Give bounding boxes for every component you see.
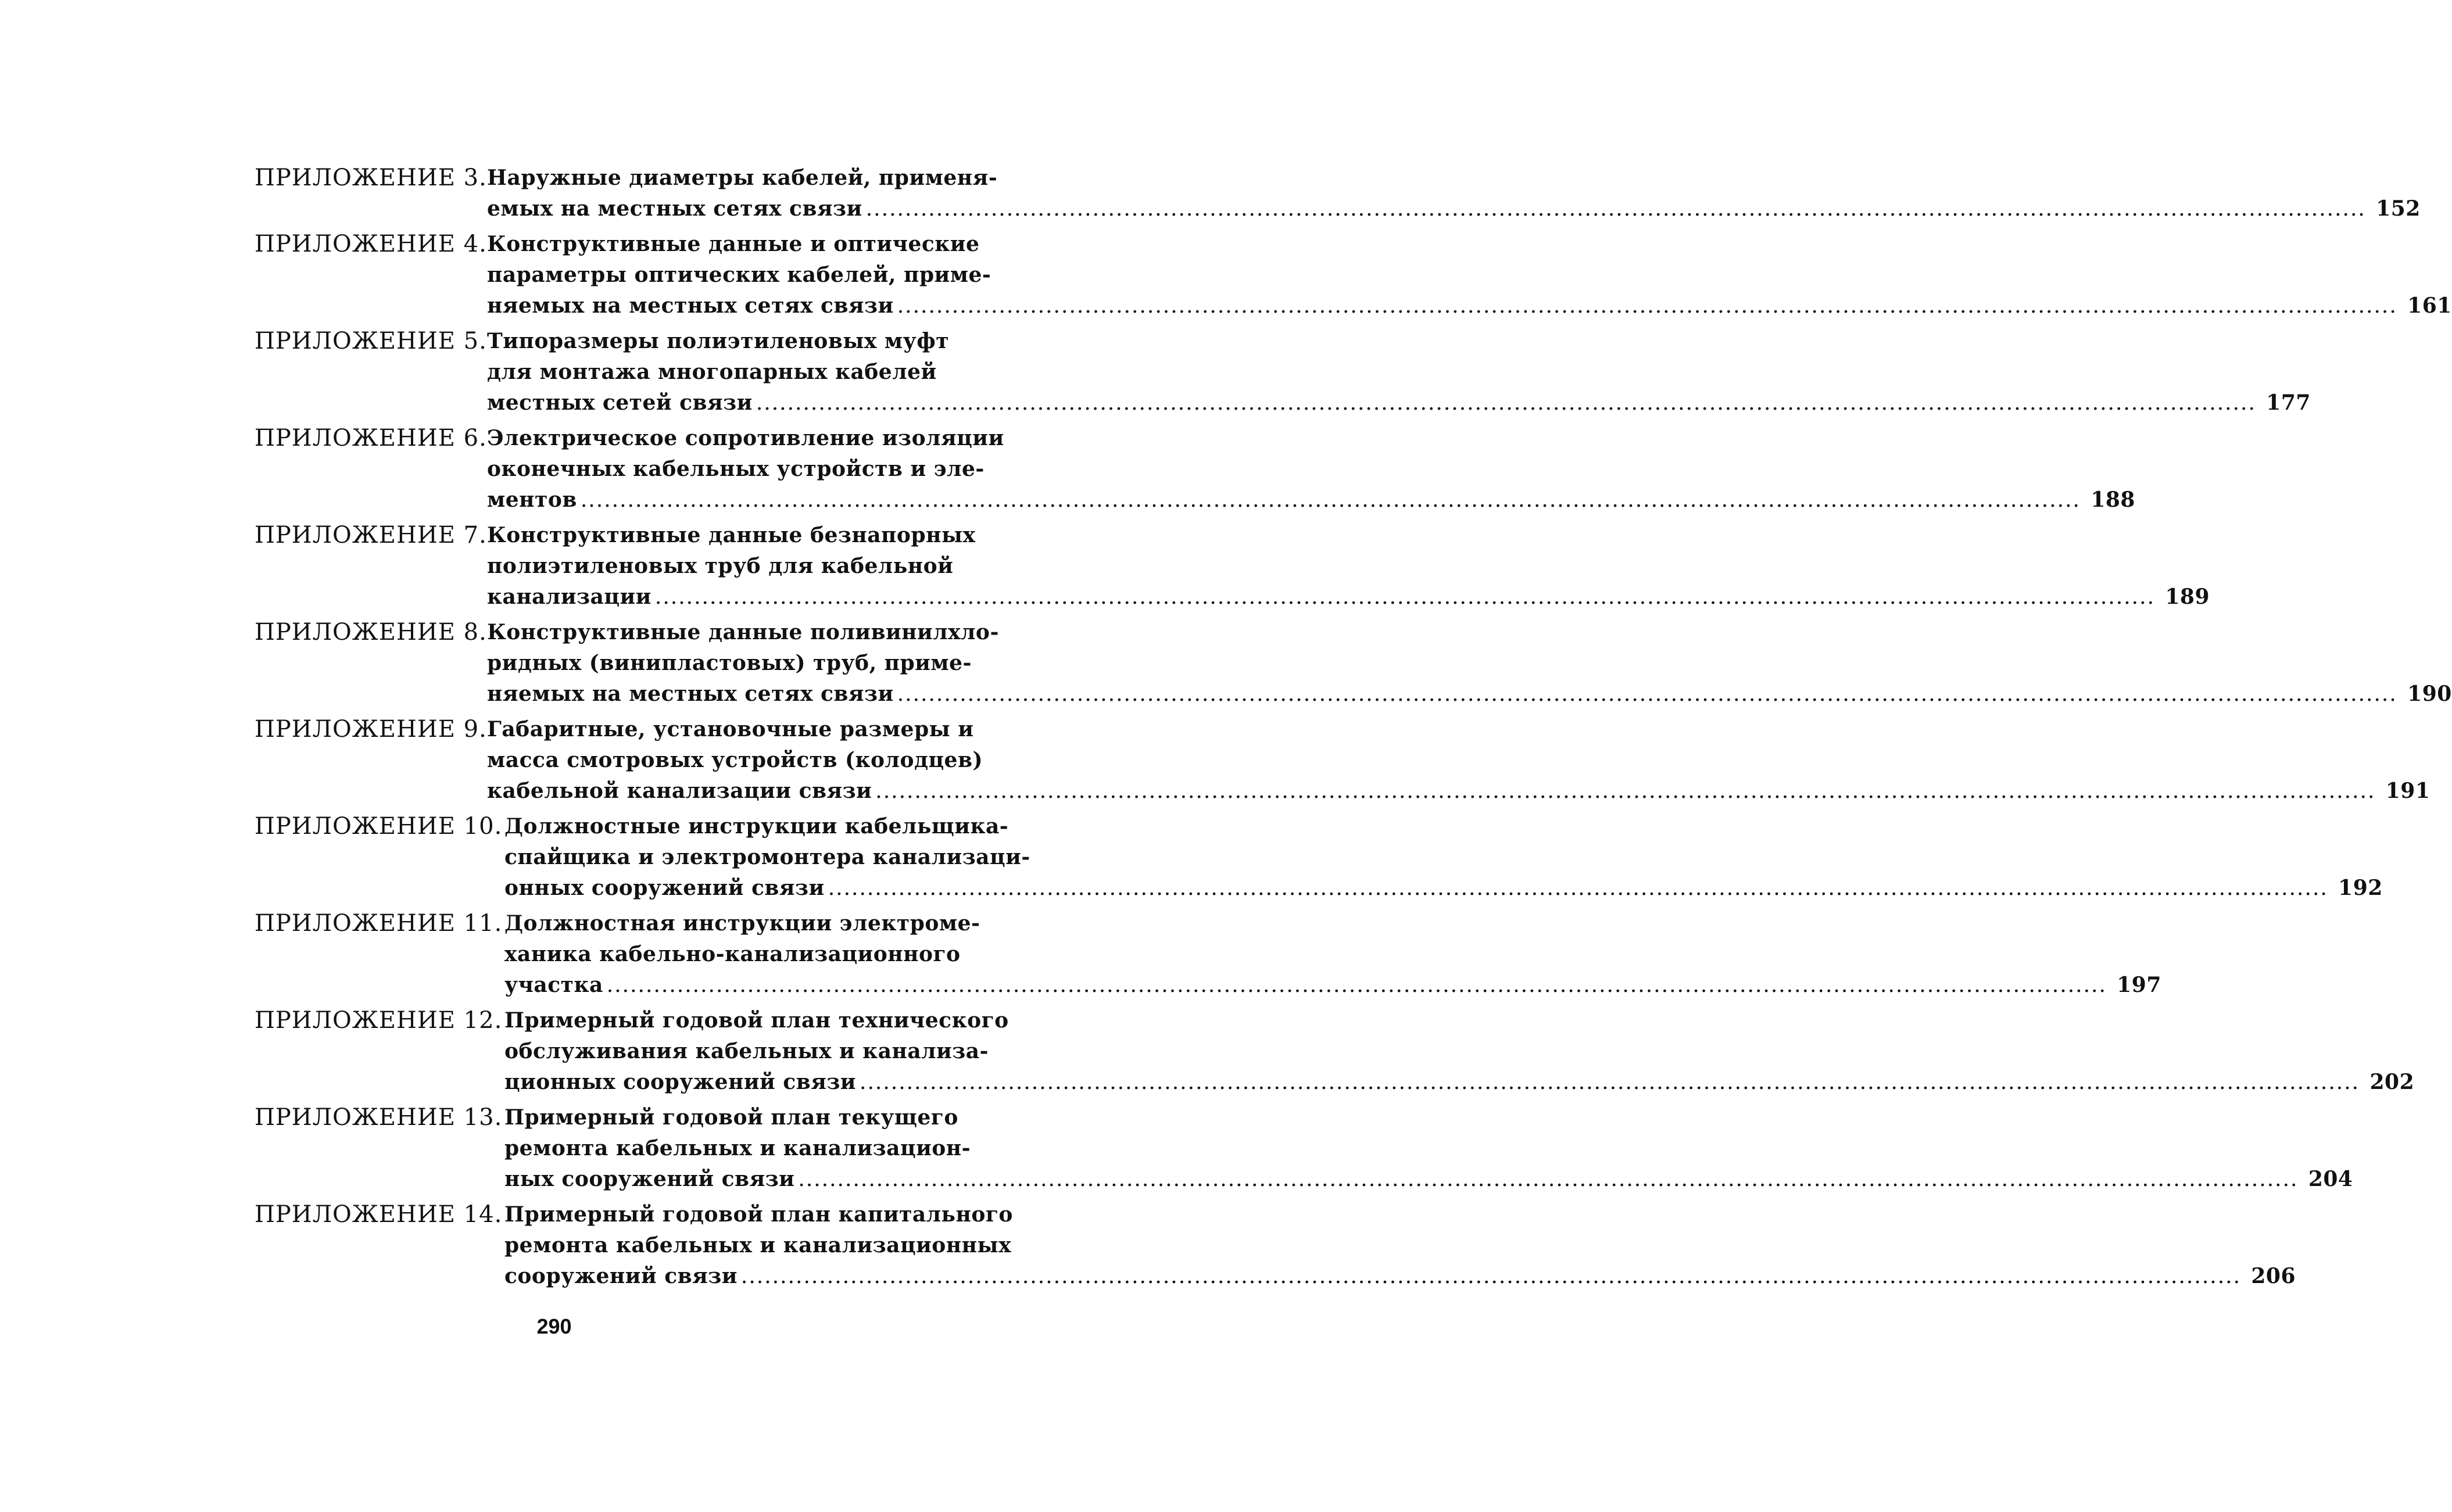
page-number: 161: [2407, 293, 2452, 318]
entry-title: [487, 163, 2421, 224]
entry-title-line: местных сетей связи: [487, 390, 753, 415]
dot-leader: [866, 194, 2366, 224]
entry-title-line: для монтажа многопарных кабелей: [487, 360, 937, 384]
entry-title-line: Типоразмеры полиэтиленовых муфт: [487, 329, 950, 353]
entry-title: [504, 1102, 2353, 1195]
entry-label: ПРИЛОЖЕНИЕ 6.: [255, 425, 487, 452]
entry-title-line: емых на местных сетях связи: [487, 196, 862, 221]
entry-title-last-line: [487, 776, 2430, 807]
entry-title: [487, 229, 2452, 321]
entry-label: ПРИЛОЖЕНИЕ 8.: [255, 619, 487, 646]
dot-leader: [607, 970, 2107, 1001]
entry-title-line: Конструктивные данные поливинилхло-: [487, 620, 999, 644]
entry-title-line: масса смотровых устройств (колодцев): [487, 748, 983, 772]
entry-title: [487, 714, 2430, 807]
toc-entry-appendix-7: [255, 520, 2210, 612]
dot-leader: [875, 776, 2375, 807]
page-number: 189: [2165, 585, 2210, 609]
page-number: 191: [2385, 779, 2430, 803]
entry-title-last-line: [487, 485, 2135, 515]
entry-title-line: спайщика и электромонтера канализаци-: [504, 845, 1030, 869]
toc-entry-appendix-14: [255, 1199, 2296, 1292]
entry-title-line: параметры оптических кабелей, приме-: [487, 263, 991, 287]
page-number: 177: [2266, 390, 2311, 415]
entry-title-line: оконечных кабельных устройств и эле-: [487, 457, 985, 481]
entry-title-last-line: [487, 679, 2452, 710]
page-number: 192: [2338, 876, 2383, 900]
entry-title-last-line: [487, 194, 2421, 224]
dot-leader: [828, 873, 2328, 904]
entry-title-line: Должностные инструкции кабельщика-: [504, 814, 1009, 839]
entry-label: ПРИЛОЖЕНИЕ 4.: [255, 231, 487, 257]
toc-entry-appendix-11: [255, 908, 2161, 1001]
entry-title-line: Конструктивные данные безнапорных: [487, 523, 976, 547]
dot-leader: [897, 679, 2397, 710]
toc-entry-appendix-4: [255, 229, 2452, 321]
dot-leader: [655, 582, 2155, 612]
entry-title-line: ханика кабельно-канализационного: [504, 942, 961, 966]
entry-title: [504, 908, 2161, 1001]
entry-title-line: обслуживания кабельных и канализа-: [504, 1039, 989, 1063]
entry-title-line: Примерный годовой план капитального: [504, 1202, 1013, 1227]
entry-title: [487, 326, 2311, 418]
entry-title-line: участка: [504, 973, 603, 997]
page-folio-number: 290: [536, 1314, 572, 1338]
dot-leader: [798, 1164, 2298, 1195]
page-number: 188: [2091, 488, 2135, 512]
entry-label: ПРИЛОЖЕНИЕ 10.: [255, 813, 503, 840]
dot-leader: [741, 1261, 2241, 1292]
entry-title-line: ридных (винипластовых) труб, приме-: [487, 651, 972, 675]
entry-title-line: сооружений связи: [504, 1264, 738, 1288]
entry-label: ПРИЛОЖЕНИЕ 5.: [255, 328, 487, 354]
toc-entry-appendix-8: [255, 617, 2452, 710]
entry-title-last-line: [487, 582, 2210, 612]
table-of-contents: [255, 163, 2452, 1296]
entry-title-line: Примерный годовой план технического: [504, 1008, 1009, 1033]
dot-leader: [756, 388, 2256, 418]
entry-label: ПРИЛОЖЕНИЕ 14.: [255, 1201, 503, 1228]
entry-title-last-line: [487, 291, 2452, 321]
entry-title-line: ментов: [487, 488, 577, 512]
entry-title: [504, 811, 2383, 904]
page-number: 202: [2369, 1070, 2415, 1094]
entry-title-line: няемых на местных сетях связи: [487, 293, 894, 318]
entry-title-line: онных сооружений связи: [504, 876, 825, 900]
dot-leader: [860, 1067, 2360, 1098]
toc-entry-appendix-5: [255, 326, 2311, 418]
toc-entry-appendix-9: [255, 714, 2430, 807]
page-number: 190: [2407, 682, 2452, 706]
entry-title: [504, 1005, 2414, 1098]
entry-label: ПРИЛОЖЕНИЕ 7.: [255, 522, 487, 549]
entry-title-last-line: [504, 873, 2383, 904]
entry-title-line: ремонта кабельных и канализационных: [504, 1233, 1012, 1257]
entry-label: ПРИЛОЖЕНИЕ 13.: [255, 1104, 503, 1131]
dot-leader: [581, 485, 2081, 515]
entry-title-line: ных сооружений связи: [504, 1167, 795, 1191]
entry-title-line: Наружные диаметры кабелей, применя-: [487, 166, 998, 190]
entry-title-last-line: [487, 388, 2311, 418]
entry-title-line: Габаритные, установочные размеры и: [487, 717, 974, 741]
toc-entry-appendix-10: [255, 811, 2383, 904]
entry-label: ПРИЛОЖЕНИЕ 11.: [255, 910, 503, 937]
page-number: 152: [2376, 196, 2421, 221]
toc-entry-appendix-13: [255, 1102, 2353, 1195]
entry-title: [504, 1199, 2296, 1292]
toc-entry-appendix-3: [255, 163, 2421, 224]
entry-title-last-line: [504, 1067, 2414, 1098]
entry-title-last-line: [504, 1164, 2353, 1195]
toc-entry-appendix-12: [255, 1005, 2415, 1098]
entry-title-line: няемых на местных сетях связи: [487, 682, 894, 706]
entry-title-last-line: [504, 970, 2161, 1001]
page-number: 197: [2117, 973, 2161, 997]
entry-title-line: полиэтиленовых труб для кабельной: [487, 554, 954, 578]
entry-title: [487, 617, 2452, 710]
entry-label: ПРИЛОЖЕНИЕ 3.: [255, 164, 487, 191]
entry-title: [487, 520, 2210, 612]
entry-title-line: Электрическое сопротивление изоляции: [487, 426, 1004, 450]
entry-label: ПРИЛОЖЕНИЕ 12.: [255, 1007, 503, 1034]
page-number: 206: [2251, 1264, 2296, 1288]
page-number: 204: [2308, 1167, 2353, 1191]
entry-title: [487, 423, 2135, 515]
entry-title-last-line: [504, 1261, 2296, 1292]
entry-title-line: Должностная инструкции электроме-: [504, 911, 980, 936]
dot-leader: [897, 291, 2397, 321]
entry-title-line: ремонта кабельных и канализацион-: [504, 1136, 971, 1160]
entry-label: ПРИЛОЖЕНИЕ 9.: [255, 716, 487, 743]
toc-entry-appendix-6: [255, 423, 2135, 515]
entry-title-line: канализации: [487, 585, 652, 609]
entry-title-line: ционных сооружений связи: [504, 1070, 856, 1094]
entry-title-line: Примерный годовой план текущего: [504, 1105, 958, 1130]
entry-title-line: Конструктивные данные и оптические: [487, 232, 980, 256]
entry-title-line: кабельной канализации связи: [487, 779, 872, 803]
